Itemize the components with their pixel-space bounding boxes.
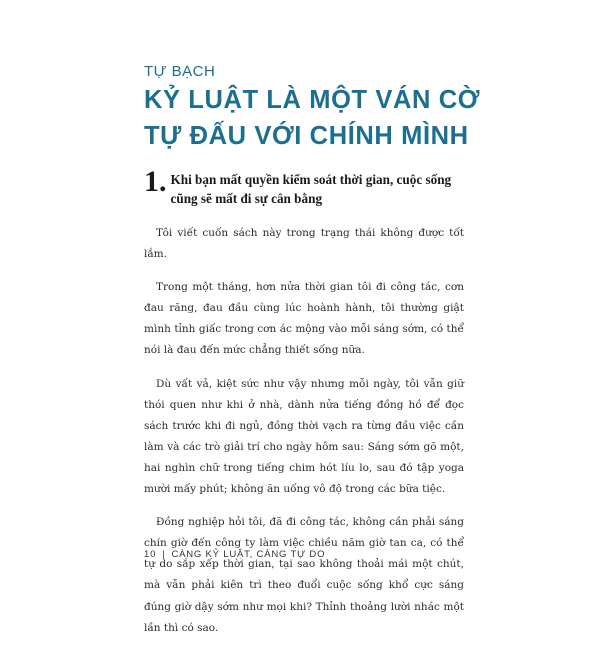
chapter-title-line-2: TỰ ĐẤU VỚI CHÍNH MÌNH xyxy=(144,122,469,150)
section-number: 1. xyxy=(144,165,167,198)
chapter-label: TỰ BẠCH xyxy=(144,63,216,80)
section-heading xyxy=(144,165,474,208)
chapter-title xyxy=(144,82,480,154)
paragraph: Đồng nghiệp hỏi tôi, đã đi công tác, không cần phải sáng chín giờ đến công ty làm việc chiều năm giờ tan ca, có thể tự do sắp xếp thời gian, tại sao không thoải mái một chút, mà vẫn phải kiên trì theo đuổi cuộc sống khổ cực sáng đúng giờ dậy sớm như mọi khi? Thỉnh thoảng lười nhác một lần thì có sao. xyxy=(144,516,464,634)
section-heading-text: Khi bạn mất quyền kiểm soát thời gian, cuộc sống cũng sẽ mất đi sự cân bằng xyxy=(170,172,452,206)
paragraph: Trong một tháng, hơn nửa thời gian tôi đi công tác, cơn đau răng, đau đầu cùng lúc hoành hành, tôi thường giật mình tỉnh giấc trong cơn ác mộng vào mỗi sáng sớm, có thể nói là đau đến mức chẳng thiết sống nữa. xyxy=(144,281,464,357)
body-text xyxy=(144,223,464,651)
page-number: 10 xyxy=(144,549,157,560)
paragraph: Dù vất vả, kiệt sức như vậy nhưng mỗi ngày, tôi vẫn giữ thói quen như khi ở nhà, dành nửa tiếng đồng hồ để đọc sách trước khi đi ngủ, đồng thời vạch ra từng đầu việc cần làm và các trò giải trí cho ngày hôm sau: Sáng sớm gõ một, hai nghìn chữ trong tiếng chim hót líu lo, sau đó tập yoga mười mấy phút; không ăn uống vô độ trong các bữa tiệc. xyxy=(144,377,464,496)
footer-separator: | xyxy=(162,549,166,560)
book-title: CÀNG KỶ LUẬT, CÀNG TỰ DO xyxy=(171,549,326,560)
paragraph: Tôi viết cuốn sách này trong trạng thái không được tốt lắm. xyxy=(144,227,464,261)
page-footer xyxy=(144,549,325,560)
chapter-title-line-1: KỶ LUẬT LÀ MỘT VÁN CỜ xyxy=(144,86,481,114)
